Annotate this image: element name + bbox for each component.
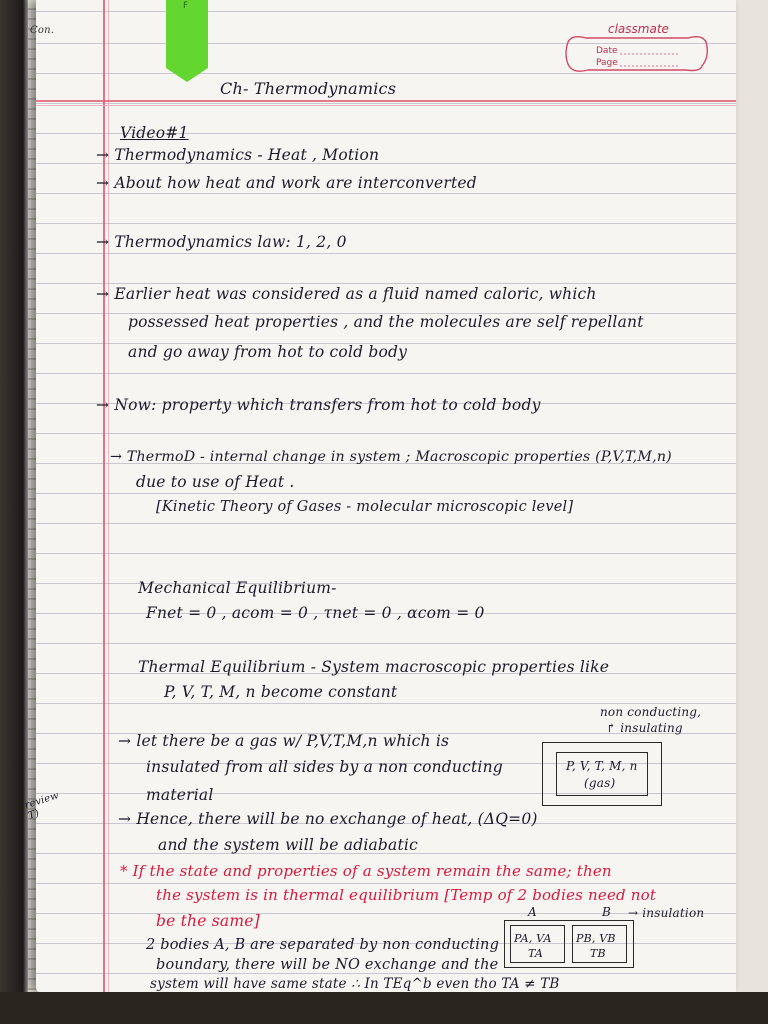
tab-letter: F [183, 1, 189, 11]
diagram2-label-b: B [602, 905, 612, 919]
note-line-1: Video#1 [120, 124, 189, 142]
note-line-24: 2 bodies A, B are separated by non conducting [146, 937, 500, 953]
note-line-3: → About how heat and work are interconverted [96, 174, 477, 192]
note-line-8: → Now: property which transfers from hot to cold body [96, 396, 541, 414]
body-b-props: PB, VB [576, 932, 616, 945]
note-line-22: the system is in thermal equilibrium [Temp of 2 bodies need not [156, 886, 657, 904]
brand-page-label: Page [596, 58, 618, 68]
gas-properties: P, V, T, M, n [566, 759, 638, 773]
diagram1-label-top: non conducting, [600, 705, 702, 719]
body-a-props: PA, VA [514, 932, 552, 945]
corner-text: Con. [30, 25, 55, 36]
note-line-6: possessed heat properties , and the molecules are self repellant [128, 313, 644, 331]
diagram2-label-a: A [528, 905, 537, 919]
header-rule-secondary [36, 105, 736, 106]
diagram2-label-insulation: → insulation [628, 906, 705, 920]
note-line-15: P, V, T, M, n become constant [164, 683, 398, 701]
body-b-temp: TB [590, 947, 606, 960]
note-line-5: → Earlier heat was considered as a fluid named caloric, which [96, 285, 597, 303]
note-line-21: * If the state and properties of a system remain the same; then [120, 862, 612, 880]
header-rule [36, 100, 736, 102]
note-line-25: boundary, there will be NO exchange and the [156, 957, 499, 973]
page-title: Ch- Thermodynamics [220, 79, 397, 98]
note-line-10: due to use of Heat . [136, 473, 295, 491]
note-line-4: → Thermodynamics law: 1, 2, 0 [96, 233, 347, 251]
note-line-26: system will have same state ∴ In TEq^b even tho TA ≠ TB [150, 976, 560, 992]
note-line-16: → let there be a gas w/ P,V,T,M,n which is [118, 732, 450, 750]
note-line-18: material [146, 786, 214, 804]
note-line-11: [Kinetic Theory of Gases - molecular microscopic level] [156, 499, 574, 515]
bookmark-tab [166, 0, 208, 82]
diagram1-label-arrow: ↱ insulating [606, 721, 683, 735]
margin-note: review T) [23, 790, 61, 822]
note-line-20: and the system will be adiabatic [158, 836, 418, 854]
note-line-9: → ThermoD - internal change in system ; Macroscopic properties (P,V,T,M,n) [110, 449, 672, 465]
brand-date-label: Date [596, 46, 618, 56]
note-line-17: insulated from all sides by a non conducting [146, 758, 503, 776]
gas-label: (gas) [584, 776, 616, 790]
note-line-23: be the same] [156, 912, 260, 930]
body-a-temp: TA [528, 947, 544, 960]
table-surface [0, 992, 768, 1024]
brand-name: classmate [608, 22, 669, 36]
note-line-7: and go away from hot to cold body [128, 343, 408, 361]
note-line-13: Fnet = 0 , acom = 0 , τnet = 0 , αcom = 0 [146, 604, 485, 622]
note-line-2: → Thermodynamics - Heat , Motion [96, 146, 380, 164]
note-line-12: Mechanical Equilibrium- [138, 579, 337, 597]
note-line-19: → Hence, there will be no exchange of heat, (ΔQ=0) [118, 810, 538, 828]
note-line-14: Thermal Equilibrium - System macroscopic properties like [138, 658, 610, 676]
